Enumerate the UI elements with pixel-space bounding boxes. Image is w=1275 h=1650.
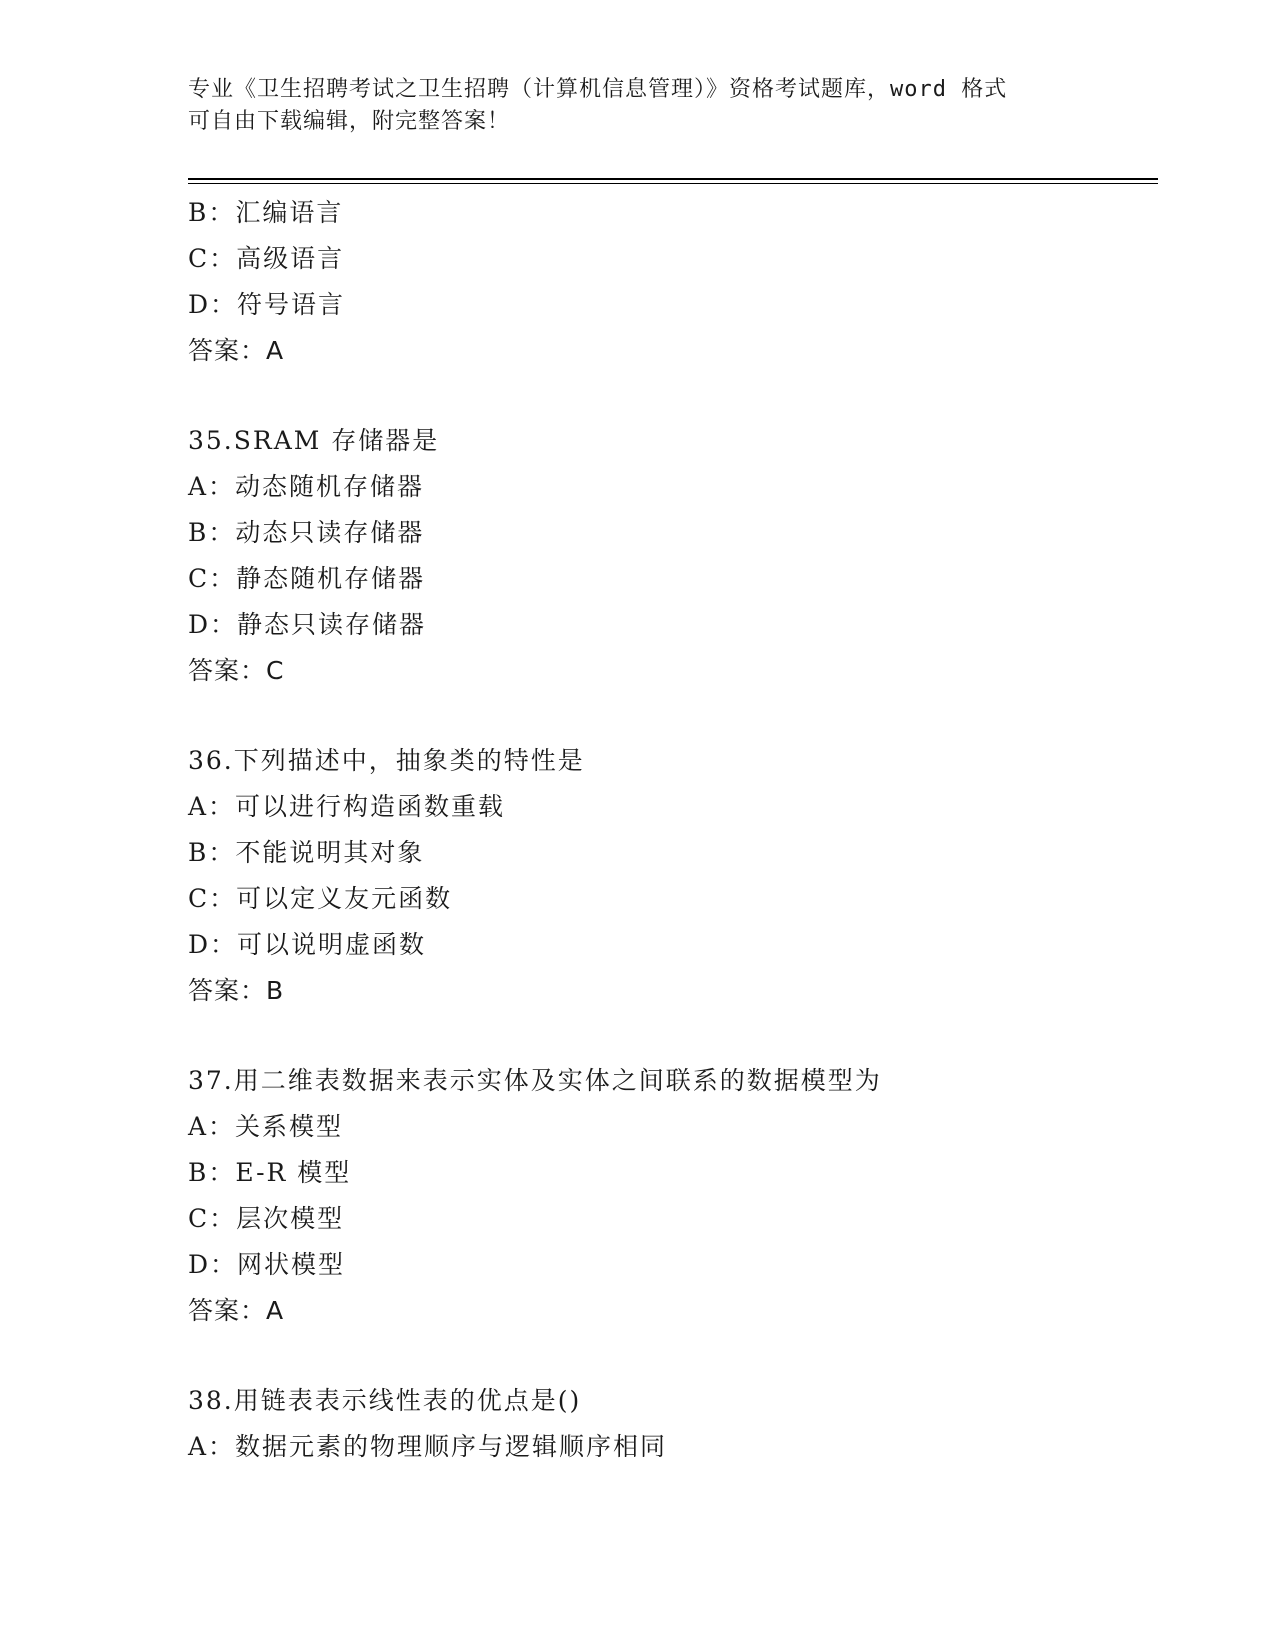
question-block-36 [188, 738, 1148, 1014]
question-block-carryover [188, 190, 1148, 374]
option-a: A：可以进行构造函数重载 [188, 792, 506, 821]
header-divider-thick [188, 178, 1158, 180]
option-d: D：符号语言 [188, 290, 346, 319]
option-c: C：层次模型 [188, 1204, 345, 1233]
question-block-38 [188, 1378, 1148, 1470]
header-line-1: 专业《卫生招聘考试之卫生招聘（计算机信息管理）》资格考试题库，word 格式 [188, 77, 1008, 102]
header-line-2: 可自由下载编辑，附完整答案！ [188, 109, 511, 134]
question-title: 35.SRAM 存储器是 [188, 426, 440, 455]
option-a: A：动态随机存储器 [188, 472, 425, 501]
answer-line: 答案：A [188, 336, 285, 365]
question-title: 36.下列描述中，抽象类的特性是 [188, 746, 585, 775]
option-a: A：数据元素的物理顺序与逻辑顺序相同 [188, 1432, 668, 1461]
option-b: B：E-R 模型 [188, 1158, 352, 1187]
option-c: C：高级语言 [188, 244, 345, 273]
document-header [188, 74, 1088, 138]
question-block-37 [188, 1058, 1148, 1334]
header-divider-thin [188, 183, 1158, 184]
option-c: C：静态随机存储器 [188, 564, 426, 593]
question-list [188, 190, 1148, 1470]
option-d: D：静态只读存储器 [188, 610, 427, 639]
option-c: C：可以定义友元函数 [188, 884, 453, 913]
option-b: B：动态只读存储器 [188, 518, 425, 547]
answer-line: 答案：B [188, 976, 285, 1005]
option-a: A：关系模型 [188, 1112, 344, 1141]
option-d: D：可以说明虚函数 [188, 930, 427, 959]
question-title: 37.用二维表数据来表示实体及实体之间联系的数据模型为 [188, 1066, 882, 1095]
option-b: B：汇编语言 [188, 198, 344, 227]
question-title: 38.用链表表示线性表的优点是() [188, 1386, 582, 1415]
question-block-35 [188, 418, 1148, 694]
answer-line: 答案：C [188, 656, 285, 685]
option-d: D：网状模型 [188, 1250, 346, 1279]
option-b: B：不能说明其对象 [188, 838, 425, 867]
answer-line: 答案：A [188, 1296, 285, 1325]
